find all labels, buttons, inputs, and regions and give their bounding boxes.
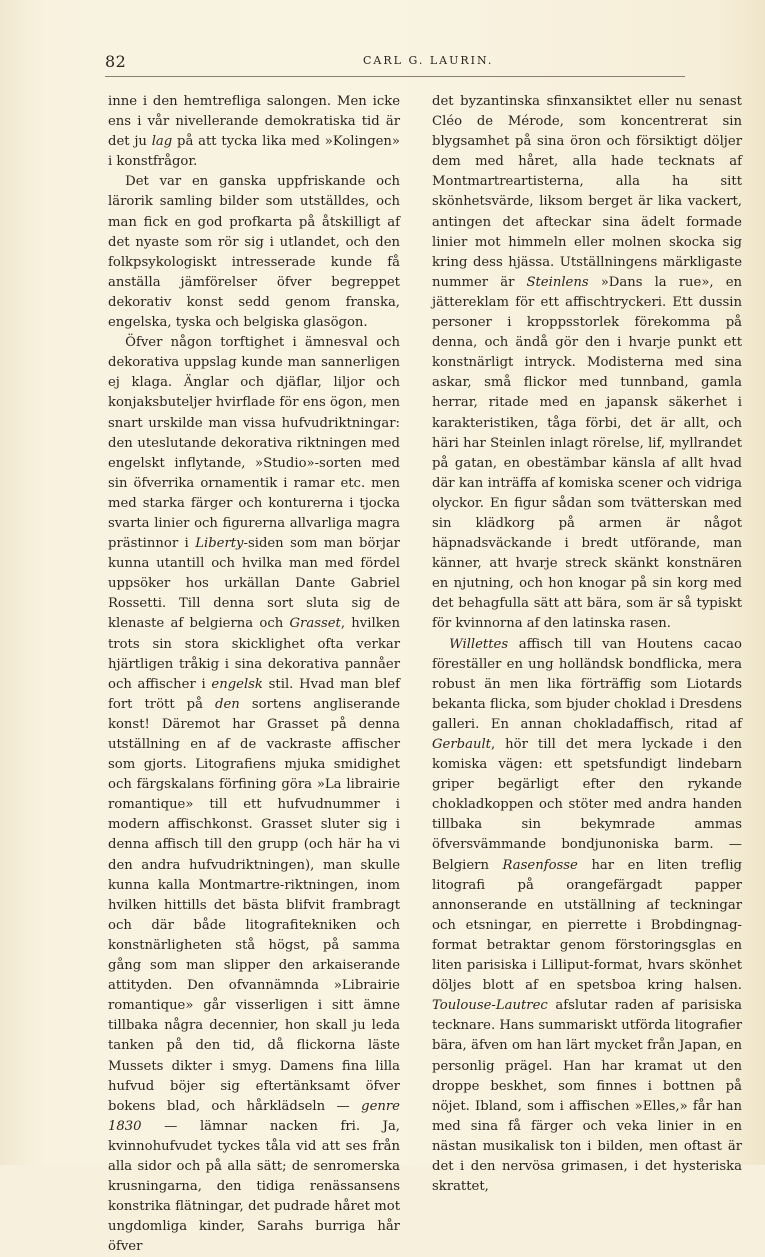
right-paragraph-1: det byzantinska sfinxansiktet eller nu senast Cléo de Mérode, som koncentrerat sin blygsamhet på sina öron och försiktigt döljer dem med håret, alla hade tecknats af Montmartreartisterna, alla ha sitt skönhetsvärde, liksom berget är lika vackert, antingen det afteckar sina ädelt formade linier mot himmeln eller molnen skocka sig kring dess hjässa. Utställningens märkligaste nummer är Steinlens »Dans la rue», en jättereklam för ett affischtryckeri. Ett dussin personer i kroppsstorlek förekomma på denna, och ändå gör den i hvarje punkt ett konstnärligt intryck. Modisterna med sina askar, små flickor med tunnband, gamla herrar, ritade med en japansk säkerhet i karakteristiken, tåga förbi, det är allt, och häri har Steinlen inlagt rörelse, lif, myllrandet på gatan, en obestämbar känsla af allt hvad där kan inträffa af komiska scener och vidriga olyckor. En figur sådan som tvätterskan med sin klädkorg på armen är något häpnadsväckande i bredt utförande, man känner, att hvarje streck skänkt konstnären en njutning, och hon knogar på sin korg med det behagfulla sätt att bära, som är så typiskt för kvinnorna af den latinska rasen.: [432, 94, 742, 632]
left-paragraph-2: Det var en ganska uppfriskande och lärorik samling bilder som utställdes, och man fick en god profkarta på åtskilligt af det nyaste som rör sig i utlandet, och den folkpsykologiskt intresserade kunde få anställa jämförelser öfver begreppet dekorativ konst sedd genom franska, engelska, tyska och belgiska glasögon.: [108, 174, 400, 331]
left-paragraph-3: Öfver någon torftighet i ämnesval och dekorativa uppslag kunde man sannerligen ej klaga. Änglar och djäflar, liljor och konjaksbuteljer hvirflade för ens ögon, men snart urskilde man vissa hufvudriktningar: den uteslutande dekorativa riktningen med engelskt inflytande, »Studio»-sorten med sin öfverrika ornamentik i ramar etc. men med starka färger och konturerna i tjocka svarta linier och figurerna allvarliga magra prästinnor i Liberty-siden som man börjar kunna utantill och hvilka man med fördel uppsöker hos urkällan Dante Gabriel Rossetti. Till denna sort sluta sig de klenaste af belgierna och Grasset, hvilken trots sin stora skicklighet ofta verkar hjärtligen tråkig i sina dekorativa pannåer och affischer i engelsk stil. Hvad man blef fort trött på den sortens angliserande konst! Däremot har Grasset på denna utställning en af de vackraste affischer som gjorts. Litografiens mjuka smidighet och färgskalans förfining göra »La librairie romantique» till ett hufvudnummer i modern affischkonst. Grasset sluter sig i denna affisch till den grupp (och här ha vi den andra hufvudriktningen), man skulle kunna kalla Montmartre-riktningen, inom hvilken hittills det bästa blifvit frambragt och där både litografitekniken och konstnärligheten stå högst, på samma gång som man slipper den arkaiserande attityden. Den ofvannämnda »Librairie romantique» går visserligen i sitt ämne tillbaka några decennier, hon skall ju leda tanken på den tid, då flickorna läste Mussets dikter i smyg. Damens fina lilla hufvud böjer sig eftertänksamt öfver bokens blad, och hårklädseln — genre 1830 — lämnar nacken fri. Ja, kvinnohufvudet tyckes tåla vid att ses från alla sidor och på alla sätt; de senromerska krusningarna, den tidiga renässansens konstrika flätningar, det pudrade håret mot ungdomliga kinder, Sarahs burriga hår öfver: [108, 335, 400, 1255]
left-column: [108, 92, 400, 1257]
left-paragraph-1: inne i den hemtrefliga salongen. Men icke ens i vår nivellerande demokratiska tid är det ju lag på att tycka lika med »Kolingen» i konstfrågor.: [108, 94, 400, 170]
right-paragraph-2: Willettes affisch till van Houtens cacao föreställer en ung holländsk bondflicka, mera robust än men lika förträffig som Liotards bekanta flicka, som bjuder choklad i Dresdens galleri. En annan chokladaffisch, ritad af Gerbault, hör till det mera lyckade i den komiska vägen: ett spetsfundigt lindebarn griper begärligt efter den rykande chokladkoppen och stöter med andra handen tillbaka sin bekymrade ammas öfversvämmande bondjunoniska barm. — Belgiern Rasenfosse har en liten treflig litografi på orangefärgadt papper annonserande en utställning af teckningar och etsningar, en pierrette i Brobdingnag-format betraktar genom förstoringsglas en liten parisiska i Lilliput-format, hvars skönhet döljes blott af en spetsboa kring halsen. Toulouse-Lautrec afslutar raden af parisiska tecknare. Hans summariskt utförda litografier bära, äfven om han lärt mycket från Japan, en personlig prägel. Han har kramat ut den droppe beskhet, som finnes i bottnen på nöjet. Ibland, som i affischen »Elles,» får han med sina få färger och veka linier in en nästan musikalisk ton i bilden, men oftast är det i den nervösa grimasen, i det hysteriska skrattet,: [432, 636, 742, 1195]
running-title: CARL G. LAURIN.: [363, 54, 494, 67]
header-rule: [105, 76, 685, 77]
page-header: [105, 50, 685, 74]
right-column: [432, 92, 742, 1197]
page-number: 82: [105, 52, 127, 71]
